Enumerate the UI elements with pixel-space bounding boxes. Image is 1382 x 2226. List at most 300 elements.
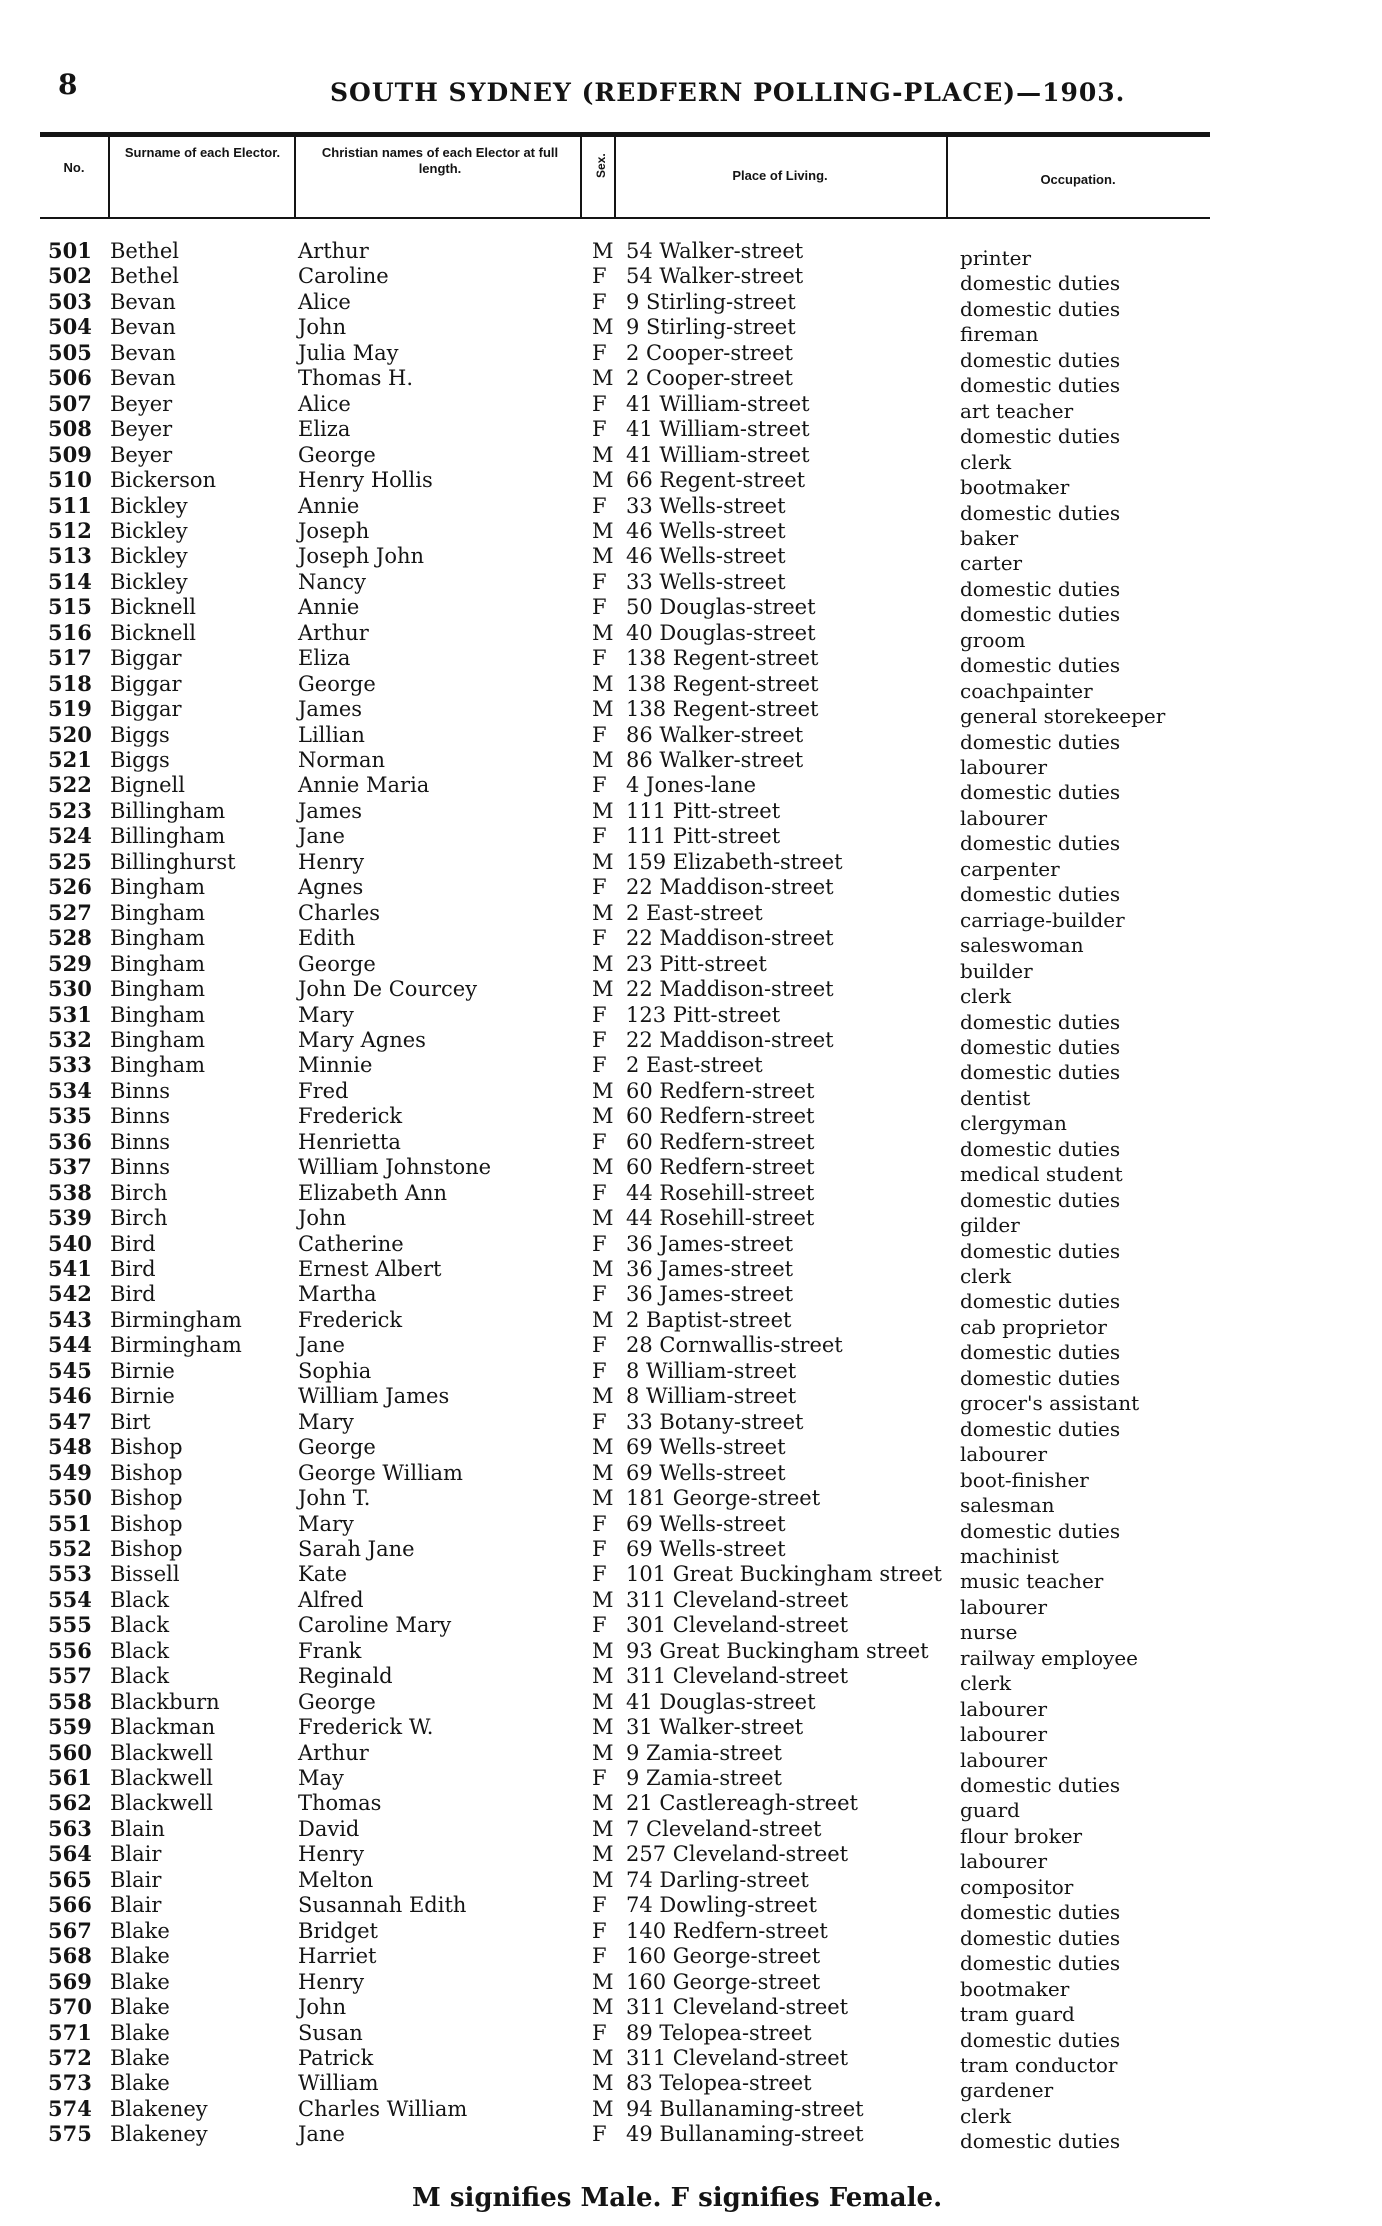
elector-sex: M	[592, 900, 614, 925]
elector-number: 570	[48, 1994, 92, 2020]
elector-number: 542	[48, 1281, 92, 1307]
elector-number: 547	[48, 1408, 92, 1434]
elector-christian-names: William Johnstone	[298, 1155, 492, 1180]
table-row	[0, 874, 1382, 907]
elector-place-of-living: 44 Rosehill-street	[626, 1206, 815, 1231]
elector-christian-names: Catherine	[298, 1231, 404, 1256]
elector-occupation: fireman	[960, 322, 1039, 347]
elector-number: 562	[48, 1790, 92, 1816]
elector-sex: F	[592, 595, 607, 620]
elector-christian-names: Reginald	[298, 1664, 393, 1689]
elector-christian-names: Harriet	[298, 1944, 377, 1969]
elector-surname: Black	[110, 1587, 170, 1612]
elector-occupation: labourer	[960, 1442, 1048, 1467]
elector-number: 537	[48, 1154, 92, 1180]
elector-place-of-living: 7 Cleveland-street	[626, 1816, 822, 1841]
elector-sex: F	[592, 2122, 607, 2147]
elector-sex: M	[592, 697, 614, 722]
table-row	[0, 1332, 1382, 1365]
elector-sex: F	[592, 1129, 607, 1154]
elector-number: 520	[48, 721, 92, 747]
elector-surname: Blackburn	[110, 1689, 220, 1714]
elector-occupation: labourer	[960, 755, 1048, 779]
elector-sex: F	[592, 1944, 607, 1969]
table-row	[0, 619, 1382, 652]
elector-number: 561	[48, 1765, 92, 1790]
table-row	[0, 1765, 1382, 1797]
elector-christian-names: Mary	[298, 1002, 354, 1027]
table-row	[0, 416, 1382, 449]
elector-occupation: groom	[960, 627, 1026, 652]
elector-place-of-living: 60 Redfern-street	[626, 1155, 815, 1180]
elector-christian-names: Arthur	[298, 239, 369, 263]
elector-surname: Bevan	[110, 340, 176, 365]
elector-place-of-living: 44 Rosehill-street	[626, 1180, 815, 1205]
elector-sex: M	[592, 1638, 614, 1663]
elector-christian-names: Mary	[298, 1511, 354, 1536]
elector-christian-names: Melton	[298, 1867, 374, 1892]
elector-christian-names: Fred	[298, 1078, 349, 1103]
elector-place-of-living: 36 James-street	[626, 1231, 794, 1256]
table-row	[0, 1892, 1382, 1925]
elector-surname: Bissell	[110, 1562, 180, 1587]
elector-place-of-living: 94 Bullanaming-street	[626, 2096, 864, 2121]
elector-occupation: domestic duties	[960, 1009, 1121, 1034]
elector-surname: Blake	[110, 2045, 170, 2070]
table-row	[0, 1154, 1382, 1187]
elector-surname: Binns	[110, 1078, 170, 1103]
elector-christian-names: John T.	[298, 1486, 371, 1511]
elector-surname: Birnie	[110, 1358, 175, 1383]
elector-surname: Blake	[110, 1969, 170, 1994]
elector-sex: M	[592, 798, 614, 823]
elector-number: 567	[48, 1917, 92, 1943]
elector-place-of-living: 22 Maddison-street	[626, 1027, 834, 1052]
elector-occupation: domestic duties	[960, 1365, 1121, 1390]
elector-number: 556	[48, 1637, 92, 1663]
elector-christian-names: Alice	[298, 289, 351, 314]
elector-sex: M	[592, 1867, 614, 1892]
elector-sex: M	[592, 849, 614, 874]
elector-occupation: domestic duties	[960, 1187, 1121, 1212]
elector-occupation: labourer	[960, 1594, 1048, 1619]
elector-occupation: art teacher	[960, 398, 1074, 423]
elector-christian-names: Charles	[298, 900, 381, 925]
elector-number: 541	[48, 1256, 92, 1281]
elector-number: 545	[48, 1357, 92, 1383]
table-row	[0, 1306, 1382, 1339]
elector-number: 550	[48, 1485, 92, 1511]
elector-christian-names: Joseph John	[298, 544, 425, 569]
elector-christian-names: Agnes	[298, 875, 364, 900]
elector-occupation: domestic duties	[960, 653, 1121, 678]
elector-number: 516	[48, 619, 92, 645]
table-row	[0, 1663, 1382, 1696]
elector-sex: M	[592, 518, 614, 543]
table-row	[0, 2044, 1382, 2077]
elector-number: 502	[48, 263, 92, 289]
elector-surname: Blake	[110, 1995, 170, 2020]
elector-surname: Blain	[110, 1816, 165, 1841]
table-row	[0, 441, 1382, 474]
table-row	[0, 1714, 1382, 1747]
elector-occupation: machinist	[960, 1543, 1059, 1568]
elector-sex: M	[592, 1969, 614, 1994]
sex-legend: M signifies Male. F signifies Female.	[412, 2183, 943, 2213]
elector-place-of-living: 22 Maddison-street	[626, 977, 834, 1002]
elector-number: 519	[48, 696, 92, 722]
elector-place-of-living: 2 East-street	[626, 900, 763, 925]
elector-christian-names: Jane	[298, 824, 345, 849]
elector-surname: Binns	[110, 1104, 170, 1129]
elector-sex: M	[592, 620, 614, 645]
elector-christian-names: James	[298, 798, 363, 823]
elector-surname: Blair	[110, 1867, 162, 1892]
elector-number: 535	[48, 1103, 92, 1129]
elector-surname: Black	[110, 1664, 170, 1689]
elector-christian-names: Annie	[298, 595, 360, 620]
elector-place-of-living: 60 Redfern-street	[626, 1129, 815, 1154]
elector-number: 543	[48, 1306, 92, 1332]
elector-christian-names: Eliza	[298, 417, 351, 442]
elector-occupation: bootmaker	[960, 475, 1070, 500]
elector-place-of-living: 60 Redfern-street	[626, 1078, 815, 1103]
elector-surname: Billingham	[110, 798, 226, 823]
table-row	[0, 1612, 1382, 1645]
elector-number: 540	[48, 1230, 92, 1256]
elector-occupation: clerk	[960, 1671, 1012, 1696]
elector-number: 554	[48, 1586, 92, 1612]
elector-christian-names: Frederick W.	[298, 1715, 434, 1740]
elector-surname: Birt	[110, 1409, 151, 1434]
elector-place-of-living: 36 James-street	[626, 1257, 794, 1281]
elector-surname: Bickerson	[110, 468, 217, 493]
elector-christian-names: Thomas H.	[298, 366, 414, 391]
elector-place-of-living: 257 Cleveland-street	[626, 1842, 849, 1867]
elector-place-of-living: 28 Cornwallis-street	[626, 1333, 843, 1358]
elector-christian-names: Julia May	[298, 340, 399, 365]
table-row	[0, 1281, 1382, 1314]
elector-place-of-living: 89 Telopea-street	[626, 2020, 812, 2045]
page-number: 8	[58, 68, 79, 101]
elector-surname: Biggs	[110, 722, 170, 747]
table-row	[0, 747, 1382, 779]
elector-place-of-living: 46 Wells-street	[626, 518, 786, 543]
elector-sex: F	[592, 391, 607, 416]
elector-sex: F	[592, 1282, 607, 1307]
elector-christian-names: Joseph	[298, 518, 370, 543]
elector-number: 514	[48, 568, 92, 594]
elector-christian-names: George	[298, 1689, 376, 1714]
elector-christian-names: Henrietta	[298, 1129, 401, 1154]
elector-occupation: dentist	[960, 1085, 1031, 1110]
elector-christian-names: Jane	[298, 2122, 345, 2147]
elector-christian-names: Edith	[298, 926, 356, 951]
elector-surname: Bethel	[110, 264, 179, 289]
elector-surname: Bishop	[110, 1536, 183, 1561]
elector-place-of-living: 41 William-street	[626, 391, 810, 416]
elector-sex: F	[592, 1358, 607, 1383]
elector-number: 506	[48, 365, 92, 391]
elector-place-of-living: 41 William-street	[626, 442, 810, 467]
elector-occupation: domestic duties	[960, 780, 1121, 805]
elector-christian-names: Sophia	[298, 1358, 372, 1383]
elector-surname: Beyer	[110, 442, 173, 467]
elector-number: 521	[48, 747, 92, 772]
elector-sex: M	[592, 1257, 614, 1281]
elector-place-of-living: 311 Cleveland-street	[626, 1995, 849, 2020]
elector-occupation: clerk	[960, 1264, 1012, 1288]
elector-occupation: grocer's assistant	[960, 1391, 1140, 1416]
elector-surname: Bickley	[110, 518, 188, 543]
elector-number: 522	[48, 772, 92, 798]
table-row	[0, 1866, 1382, 1899]
elector-surname: Bingham	[110, 1053, 206, 1078]
elector-place-of-living: 69 Wells-street	[626, 1460, 786, 1485]
elector-number: 559	[48, 1714, 92, 1740]
elector-sex: F	[592, 340, 607, 365]
elector-sex: M	[592, 1155, 614, 1180]
elector-occupation: gilder	[960, 1213, 1020, 1238]
table-row	[0, 925, 1382, 958]
table-row	[0, 899, 1382, 932]
elector-number: 504	[48, 314, 92, 340]
header-place-of-living: Place of Living.	[732, 168, 828, 183]
elector-sex: M	[592, 1791, 614, 1816]
elector-place-of-living: 8 William-street	[626, 1358, 797, 1383]
elector-number: 518	[48, 670, 92, 696]
elector-occupation: domestic duties	[960, 1238, 1121, 1263]
elector-occupation: music teacher	[960, 1569, 1104, 1594]
table-row	[0, 568, 1382, 601]
elector-sex: M	[592, 2096, 614, 2121]
elector-christian-names: Mary Agnes	[298, 1027, 426, 1052]
table-row	[0, 1459, 1382, 1492]
column-divider	[294, 137, 296, 217]
table-row	[0, 1230, 1382, 1263]
elector-occupation: domestic duties	[960, 882, 1121, 907]
elector-occupation: domestic duties	[960, 1289, 1121, 1314]
elector-number: 501	[48, 238, 92, 263]
elector-number: 533	[48, 1052, 92, 1078]
table-row	[0, 950, 1382, 983]
elector-place-of-living: 2 Cooper-street	[626, 366, 793, 391]
elector-sex: F	[592, 773, 607, 798]
elector-surname: Billinghurst	[110, 849, 236, 874]
elector-surname: Birnie	[110, 1384, 175, 1409]
elector-occupation: nurse	[960, 1620, 1018, 1645]
table-row	[0, 1052, 1382, 1085]
elector-sex: M	[592, 1078, 614, 1103]
elector-number: 553	[48, 1561, 92, 1587]
elector-surname: Bishop	[110, 1460, 183, 1485]
elector-surname: Bishop	[110, 1435, 183, 1460]
elector-sex: M	[592, 1307, 614, 1332]
table-row	[0, 1408, 1382, 1441]
elector-place-of-living: 54 Walker-street	[626, 264, 804, 289]
elector-surname: Blake	[110, 1918, 170, 1943]
header-top-rule	[40, 132, 1210, 137]
elector-place-of-living: 160 George-street	[626, 1969, 821, 1994]
table-row	[0, 1485, 1382, 1518]
elector-sex: M	[592, 748, 614, 772]
header-no: No.	[63, 160, 85, 175]
elector-number: 530	[48, 976, 92, 1002]
table-row	[0, 2095, 1382, 2128]
table-row	[0, 1179, 1382, 1212]
elector-place-of-living: 311 Cleveland-street	[626, 1587, 849, 1612]
elector-number: 548	[48, 1434, 92, 1460]
elector-surname: Biggar	[110, 646, 182, 671]
table-row	[0, 1001, 1382, 1034]
elector-number: 526	[48, 874, 92, 900]
elector-christian-names: Charles William	[298, 2096, 468, 2121]
elector-sex: M	[592, 442, 614, 467]
elector-number: 572	[48, 2044, 92, 2070]
elector-christian-names: Kate	[298, 1562, 348, 1587]
elector-number: 571	[48, 2019, 92, 2045]
elector-sex: M	[592, 239, 614, 263]
elector-surname: Bickley	[110, 544, 188, 569]
elector-occupation: domestic duties	[960, 1951, 1121, 1976]
elector-place-of-living: 93 Great Buckingham street	[626, 1638, 929, 1663]
table-row	[0, 543, 1382, 576]
elector-surname: Bicknell	[110, 620, 197, 645]
elector-sex: F	[592, 1918, 607, 1943]
elector-occupation: domestic duties	[960, 424, 1121, 449]
elector-occupation: guard	[960, 1798, 1020, 1823]
elector-sex: F	[592, 417, 607, 442]
elector-place-of-living: 33 Wells-street	[626, 493, 786, 518]
elector-christian-names: George William	[298, 1460, 463, 1485]
elector-sex: M	[592, 2071, 614, 2096]
elector-surname: Bignell	[110, 773, 185, 798]
table-row	[0, 1510, 1382, 1543]
elector-sex: M	[592, 1384, 614, 1409]
elector-surname: Birch	[110, 1180, 168, 1205]
elector-place-of-living: 4 Jones-lane	[626, 773, 757, 798]
elector-number: 511	[48, 492, 92, 518]
elector-place-of-living: 69 Wells-street	[626, 1435, 786, 1460]
table-row	[0, 594, 1382, 627]
elector-christian-names: Bridget	[298, 1918, 378, 1943]
elector-christian-names: Alfred	[298, 1587, 364, 1612]
elector-occupation: clerk	[960, 449, 1012, 474]
elector-number: 557	[48, 1663, 92, 1689]
elector-surname: Bird	[110, 1231, 156, 1256]
table-row	[0, 1434, 1382, 1467]
elector-place-of-living: 86 Walker-street	[626, 722, 804, 747]
elector-surname: Bickley	[110, 493, 188, 518]
elector-surname: Bingham	[110, 977, 206, 1002]
table-row	[0, 1357, 1382, 1390]
elector-surname: Biggs	[110, 748, 170, 772]
elector-occupation: domestic duties	[960, 1773, 1121, 1797]
elector-number: 549	[48, 1459, 92, 1485]
elector-place-of-living: 9 Zamia-street	[626, 1740, 782, 1765]
table-row	[0, 1128, 1382, 1161]
column-divider	[108, 137, 110, 217]
elector-place-of-living: 101 Great Buckingham street	[626, 1562, 942, 1587]
elector-place-of-living: 2 East-street	[626, 1053, 763, 1078]
elector-surname: Blair	[110, 1893, 162, 1918]
elector-number: 527	[48, 899, 92, 925]
elector-christian-names: George	[298, 671, 376, 696]
elector-place-of-living: 60 Redfern-street	[626, 1104, 815, 1129]
elector-surname: Blake	[110, 1944, 170, 1969]
elector-sex: F	[592, 1231, 607, 1256]
elector-occupation: bootmaker	[960, 1976, 1070, 2001]
elector-christian-names: Nancy	[298, 569, 367, 594]
elector-surname: Biggar	[110, 697, 182, 722]
elector-sex: F	[592, 875, 607, 900]
elector-number: 573	[48, 2070, 92, 2096]
table-row	[0, 339, 1382, 372]
elector-number: 546	[48, 1383, 92, 1409]
elector-place-of-living: 74 Dowling-street	[626, 1893, 817, 1918]
elector-christian-names: Lillian	[298, 722, 365, 747]
elector-place-of-living: 123 Pitt-street	[626, 1002, 781, 1027]
page-title: SOUTH SYDNEY (REDFERN POLLING-PLACE)—1903.	[330, 78, 1126, 107]
elector-sex: M	[592, 977, 614, 1002]
table-row	[0, 2070, 1382, 2103]
elector-surname: Bingham	[110, 926, 206, 951]
elector-surname: Blake	[110, 2020, 170, 2045]
table-row	[0, 238, 1382, 270]
elector-occupation: labourer	[960, 1849, 1048, 1874]
elector-christian-names: Arthur	[298, 1740, 369, 1765]
elector-occupation: domestic duties	[960, 602, 1121, 627]
table-row	[0, 1968, 1382, 2001]
elector-number: 508	[48, 416, 92, 442]
elector-sex: F	[592, 264, 607, 289]
elector-christian-names: Annie Maria	[298, 773, 430, 798]
elector-occupation: compositor	[960, 1874, 1074, 1899]
elector-surname: Billingham	[110, 824, 226, 849]
table-row	[0, 721, 1382, 754]
elector-number: 503	[48, 288, 92, 314]
elector-place-of-living: 49 Bullanaming-street	[626, 2122, 864, 2147]
elector-sex: M	[592, 1842, 614, 1867]
elector-surname: Binns	[110, 1129, 170, 1154]
elector-occupation: domestic duties	[960, 831, 1121, 856]
elector-sex: F	[592, 289, 607, 314]
elector-number: 529	[48, 950, 92, 976]
header-occupation: Occupation.	[1040, 172, 1116, 187]
elector-surname: Bingham	[110, 900, 206, 925]
column-divider	[580, 137, 582, 217]
header-bottom-rule	[40, 217, 1210, 219]
elector-christian-names: Thomas	[298, 1791, 382, 1816]
elector-sex: M	[592, 1104, 614, 1129]
elector-surname: Beyer	[110, 391, 173, 416]
elector-sex: F	[592, 1002, 607, 1027]
table-row	[0, 1917, 1382, 1950]
elector-christian-names: John	[298, 1206, 347, 1231]
elector-occupation: domestic duties	[960, 1925, 1121, 1950]
elector-place-of-living: 21 Castlereagh-street	[626, 1791, 858, 1816]
elector-occupation: gardener	[960, 2078, 1054, 2103]
elector-sex: M	[592, 544, 614, 569]
elector-surname: Bird	[110, 1257, 156, 1281]
elector-christian-names: Henry	[298, 1842, 365, 1867]
elector-occupation: domestic duties	[960, 296, 1121, 321]
elector-sex: F	[592, 824, 607, 849]
elector-sex: M	[592, 671, 614, 696]
elector-occupation: clerk	[960, 2103, 1012, 2128]
elector-place-of-living: 66 Regent-street	[626, 468, 806, 493]
header-surname: Surname of each Elector.	[124, 145, 281, 160]
